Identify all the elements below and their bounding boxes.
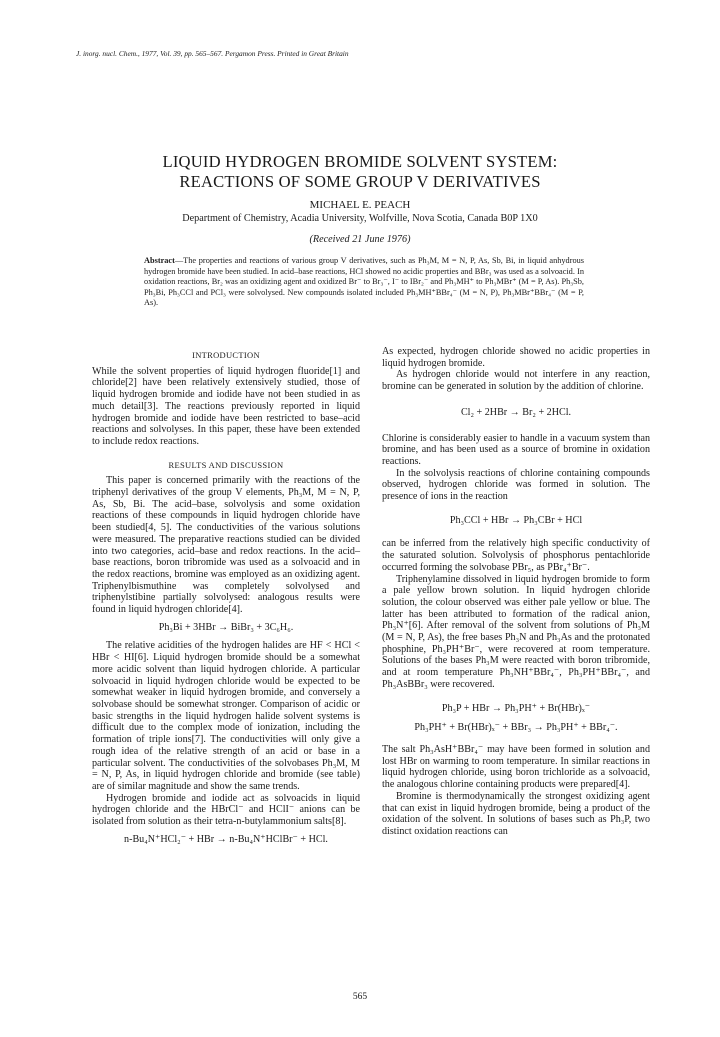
right-column: [382, 346, 650, 838]
paragraph: Hydrogen bromide and iodide act as solvoacids in liquid hydrogen chloride and the HBrCl⁻ and HClI⁻ anions can be isolated from solution as their tetra-n-butylammonium salts[8].: [92, 792, 360, 828]
paragraph: The relative acidities of the hydrogen halides are HF < HCl < HBr < HI[6]. Liquid hydrogen bromide should be a somewhat more acidic solvent than liquid hydrogen chloride. A particular solvoacid in liquid hydrogen chloride would be expected to be somewhat weaker in liquid hydrogen bromide, and conversely a solvobase should be somewhat stronger. Comparison of acidic or basic strengths in the liquid hydrogen halide solvent systems is difficult due to the complex mode of ionization, including the formation of triple ions[7]. The conductivities will only give a rough idea of the relative strength of an acid or base in a particular solvent. The conductivities of the solvobases Ph₃M, M = N, P, As, in liquid hydrogen chloride and bromide (see table) are of similar magnitude and show the same trends.: [92, 640, 360, 792]
section-heading-introduction: INTRODUCTION: [192, 350, 260, 360]
equation: Ph₃CCl + HBr → Ph₃CBr + HCl: [449, 514, 583, 526]
abstract: [144, 256, 584, 309]
page-number: 565: [352, 992, 368, 1002]
equation: Ph₃P + HBr → Ph₃PH⁺ + Br(HBr)ₓ⁻: [441, 702, 591, 714]
paragraph: Chlorine is considerably easier to handle in a vacuum system than bromine, and has been used as a source of bromine in oxidation reactions.: [382, 432, 650, 467]
paragraph: can be inferred from the relatively high specific conductivity of the saturated solution. Solvolysis of phosphorus pentachloride occurred forming the solvobase PBr₅, as PBr₄⁺Br⁻.: [382, 538, 650, 573]
abstract-label: Abstract: [144, 256, 175, 265]
title-line-2: REACTIONS OF SOME GROUP V DERIVATIVES: [179, 172, 541, 191]
left-column: [92, 346, 360, 852]
title-line-1: LIQUID HYDROGEN BROMIDE SOLVENT SYSTEM:: [162, 152, 558, 171]
equation: n-Bu₄N⁺HCl₂⁻ + HBr → n-Bu₄N⁺HClBr⁻ + HCl.: [124, 833, 328, 845]
received-date: (Received 21 June 1976): [309, 234, 411, 245]
equation: Ph₃PH⁺ + Br(HBr)ₓ⁻ + BBr₃ → Ph₃PH⁺ + BBr₄⁻.: [414, 722, 618, 734]
abstract-text: —The properties and reactions of various group V derivatives, such as Ph₃M, M = N, P, As, Sb, Bi, in liquid anhydrous hydrogen bromide have been studied. In acid–base reactions, HCl showed no acidic properties and BBr₃ was used as a solvoacid. In oxidation reactions, Br₂ was an oxidizing agent and oxidized Br⁻ to Br₃⁻, I⁻ to IBr₂⁻ and Ph₃MH⁺ to Ph₃MBr⁺ (M = P, As). Ph₃Sb, Ph₃Bi, Ph₃CCl and PCl₃ were solvolysed. New compounds isolated included Ph₃MH⁺BBr₄⁻ (M = N, P), Ph₃MBr⁺BBr₄⁻ (M = P, As).: [144, 256, 584, 308]
equation: Ph₃Bi + 3HBr → BiBr₃ + 3C₆H₆.: [158, 621, 294, 633]
paragraph: As hydrogen chloride would not interfere in any reaction, bromine can be generated in solution by the addition of chlorine.: [382, 369, 650, 393]
author-name: MICHAEL E. PEACH: [309, 199, 411, 211]
paragraph: The salt Ph₃AsH⁺BBr₄⁻ may have been formed in solution and lost HBr on warming to room temperature. In similar reactions in liquid hydrogen chloride, using boron trichloride as a solvoacid, the analogous chlorine containing products were prepared[4].: [382, 743, 650, 791]
equation: Cl₂ + 2HBr → Br₂ + 2HCl.: [460, 406, 572, 418]
paragraph: This paper is concerned primarily with the reactions of the triphenyl derivatives of the group V elements, Ph₃M, M = N, P, As, Sb, Bi. The acid–base, solvolysis and some oxidation reactions of these compounds in liquid hydrogen chloride have been studied[4, 5]. The conductivities of the various solutions were measured. The preparative reactions studied can be divided into two categories, acid–base and redox reactions. In the acid–base reactions, boron tribromide was used as a solvoacid and in the redox reactions, bromine was employed as an oxidizing agent. Triphenylbismuthine was completely solvolysed and triphenylstibine partially solvolysed: analogous results were found in liquid hydrogen chloride[4].: [92, 475, 360, 616]
paragraph: In the solvolysis reactions of chlorine containing compounds observed, hydrogen chloride was formed in solution. The presence of ions in the reaction: [382, 467, 650, 503]
paragraph: While the solvent properties of liquid hydrogen fluoride[1] and chloride[2] have been relatively extensively studied, those of liquid hydrogen bromide and iodide have not been studied in as much detail[3]. The reactions previously reported in liquid hydrogen bromide and iodide have been restricted to base–acid reactions and solvolyses. In this paper, these have been extended to include redox reactions.: [92, 365, 360, 447]
paragraph: As expected, hydrogen chloride showed no acidic properties in liquid hydrogen bromide.: [382, 346, 650, 369]
journal-header: J. inorg. nucl. Chem., 1977, Vol. 39, pp. 565–567. Pergamon Press. Printed in Great Britain: [76, 49, 349, 58]
author-affiliation: Department of Chemistry, Acadia University, Wolfville, Nova Scotia, Canada B0P 1X0: [182, 213, 538, 224]
paragraph: Bromine is thermodynamically the strongest oxidizing agent that can exist in liquid hydrogen bromide, being a product of the oxidation of the solvent. In solutions of bases such as Ph₃P, two distinct oxidation reactions can: [382, 790, 650, 837]
paper-title: [0, 152, 720, 192]
section-heading-results: RESULTS AND DISCUSSION: [168, 459, 284, 470]
paragraph: Triphenylamine dissolved in liquid hydrogen bromide to form a pale yellow brown solution. In liquid hydrogen chloride solution, the colour observed was either pale yellow or blue. The latter has been attributed to formation of the radical anion, Ph₃N⁺[6]. After removal of the solvent from solutions of Ph₃M (M = N, P, As), the free bases Ph₃N and Ph₃As and the protonated phosphine, Ph₃PH⁺Br⁻, were recovered at room temperature. Solutions of the bases Ph₃M were reacted with boron tribromide, and at room temperature Ph₃NH⁺BBr₄⁻, Ph₃PH⁺BBr₄⁻, and Ph₃AsBBr₃ were recovered.: [382, 573, 650, 690]
